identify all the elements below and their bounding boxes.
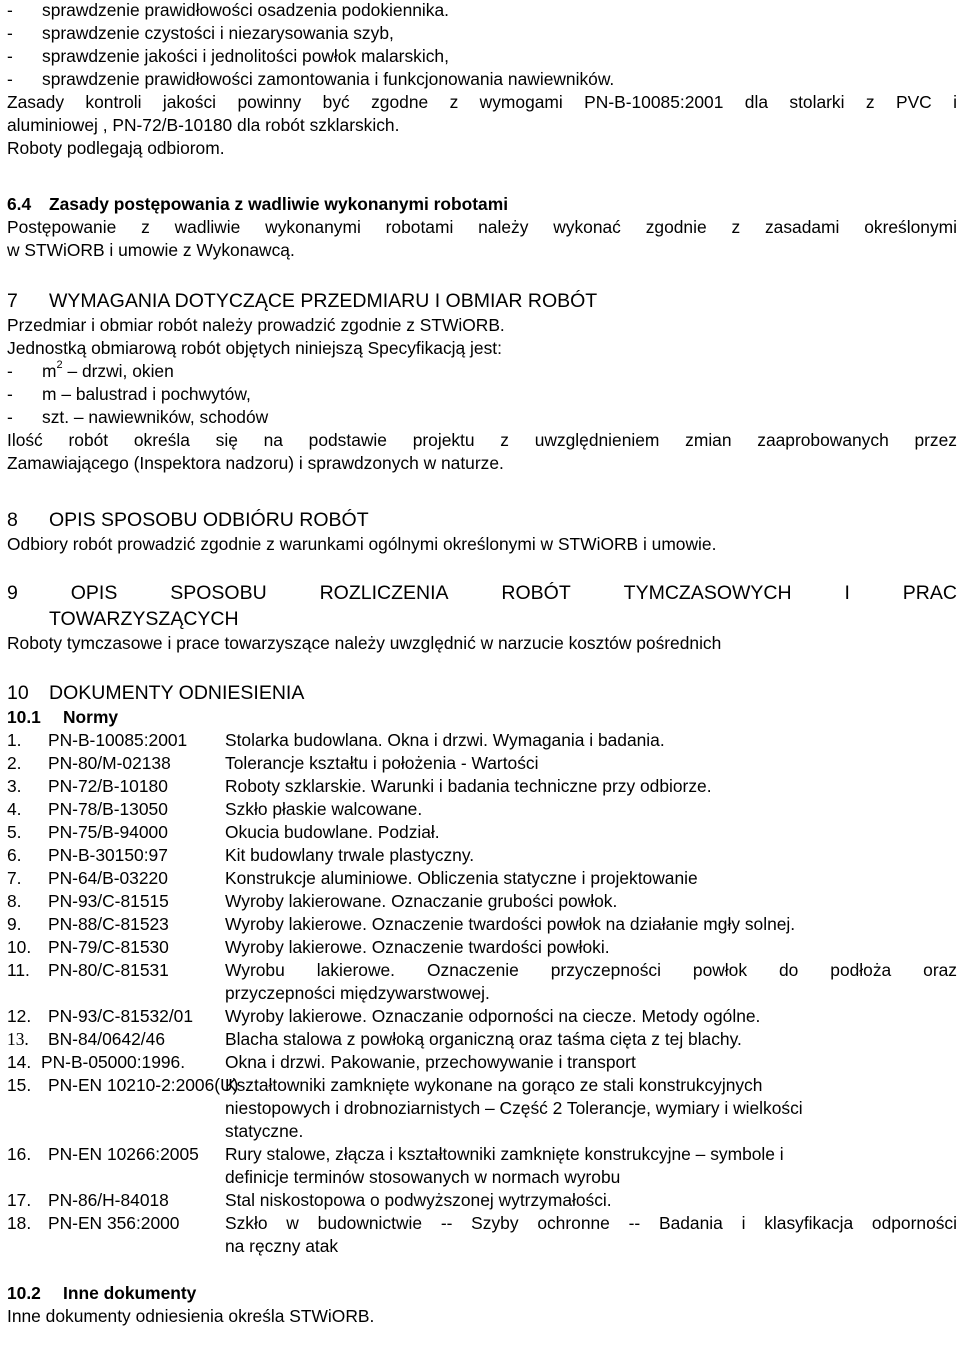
unit-item: - szt. – nawiewników, schodów bbox=[7, 407, 269, 427]
heading-line-2: TOWARZYSZĄCYCH bbox=[49, 608, 239, 630]
section-10 bbox=[7, 680, 957, 1328]
check-item: - sprawdzenie prawidłowości osadzenia podokiennika. bbox=[7, 0, 449, 20]
norm-item: 17. PN-86/H-84018 Stal niskostopowa o podwyższonej wytrzymałości. bbox=[7, 1190, 612, 1210]
check-item: - sprawdzenie czystości i niezarysowania szyb, bbox=[7, 23, 394, 43]
acceptance-text: Roboty podlegają odbiorom. bbox=[7, 138, 225, 158]
section-text-line: w STWiORB i umowie z Wykonawcą. bbox=[7, 240, 295, 260]
subsection-heading: 10.1 Normy bbox=[7, 707, 119, 727]
norm-item: 11. PN-80/C-81531 Wyrobu lakierowe. Oznaczenie przyczepności powłok do podłoża oraz przyczepności międzywarstwowej. bbox=[7, 960, 957, 1003]
norm-item: 12. PN-93/C-81532/01 Wyroby lakierowe. Oznaczanie odporności na ciecze. Metody ogólne. bbox=[7, 1006, 761, 1026]
norm-item: 13. BN-84/0642/46 Blacha stalowa z powłoką organiczną oraz taśma cięta z tej blachy. bbox=[7, 1029, 742, 1049]
heading-word: OPIS bbox=[70, 582, 118, 604]
section-text-line: Ilość robót określa się na podstawie projektu z uwzględnieniem zmian zaaprobowanych przez bbox=[7, 430, 957, 450]
heading-word: I bbox=[844, 582, 850, 604]
section-text-line: Postępowanie z wadliwie wykonanymi robotami należy wykonać zgodnie z zasadami określonymi bbox=[7, 217, 957, 237]
check-item: - sprawdzenie jakości i jednolitości powłok malarskich, bbox=[7, 46, 449, 66]
subsection-heading: 10.2 Inne dokumenty bbox=[7, 1283, 197, 1303]
heading-number: 9 bbox=[7, 582, 18, 604]
section-heading: 8 OPIS SPOSOBU ODBIÓRU ROBÓT bbox=[7, 509, 369, 531]
section-text: Inne dokumenty odniesienia określa STWiORB. bbox=[7, 1306, 375, 1326]
section-text: Roboty tymczasowe i prace towarzyszące należy uwzględnić w narzucie kosztów pośrednich bbox=[7, 633, 722, 653]
section-heading bbox=[7, 580, 957, 632]
heading-word: TYMCZASOWYCH bbox=[623, 582, 792, 604]
section-text: Jednostką obmiarową robót objętych niniejszą Specyfikacją jest: bbox=[7, 338, 502, 358]
norm-item: 2. PN-80/M-02138 Tolerancje kształtu i położenia - Wartości bbox=[7, 753, 539, 773]
norm-item: 15. PN-EN 10210-2:2006(U) Kształtowniki zamknięte wykonane na gorąco ze stali konstrukcyjnych niestopowych i drobnoziarnistych – Część 2 Tolerancje, wymiary i wielkości statyczne. bbox=[7, 1075, 803, 1141]
quality-paragraph-line: Zasady kontroli jakości powinny być zgodne z wymogami PN-B-10085:2001 dla stolarki z PVC i bbox=[7, 92, 957, 112]
norm-item: 1. PN-B-10085:2001 Stolarka budowlana. Okna i drzwi. Wymagania i badania. bbox=[7, 730, 665, 750]
section-9 bbox=[7, 580, 957, 655]
norm-item: 6. PN-B-30150:97 Kit budowlany trwale plastyczny. bbox=[7, 845, 475, 865]
quality-paragraph-line: aluminiowej , PN-72/B-10180 dla robót szklarskich. bbox=[7, 115, 400, 135]
section-text: Przedmiar i obmiar robót należy prowadzić zgodnie z STWiORB. bbox=[7, 315, 505, 335]
heading-word: SPOSOBU bbox=[170, 582, 267, 604]
heading-word: ROZLICZENIA bbox=[319, 582, 449, 604]
unit-item: - $m^2$ – drzwi, okien bbox=[7, 359, 174, 381]
section-heading: 6.4 Zasady postępowania z wadliwie wykonanymi robotami bbox=[7, 194, 509, 214]
norm-item: 14. PN-B-05000:1996. Okna i drzwi. Pakowanie, przechowywanie i transport bbox=[7, 1052, 636, 1072]
unit-item: - m – balustrad i pochwytów, bbox=[7, 384, 251, 404]
section-6-4 bbox=[7, 193, 957, 262]
norm-item: 4. PN-78/B-13050 Szkło płaskie walcowane. bbox=[7, 799, 423, 819]
section-heading: 10 DOKUMENTY ODNIESIENIA bbox=[7, 682, 305, 704]
norm-item: 10. PN-79/C-81530 Wyroby lakierowe. Oznaczenie twardości powłoki. bbox=[7, 937, 610, 957]
check-item: - sprawdzenie prawidłowości zamontowania i funkcjonowania nawiewników. bbox=[7, 69, 615, 89]
section-text: Odbiory robót prowadzić zgodnie z warunkami ogólnymi określonymi w STWiORB i umowie. bbox=[7, 534, 717, 554]
norm-item: 16. PN-EN 10266:2005 Rury stalowe, złącza i kształtowniki zamknięte konstrukcyjne – symbole i definicje terminów stosowanych w normach wyrobu bbox=[7, 1144, 784, 1187]
section-8 bbox=[7, 507, 957, 556]
heading-word: ROBÓT bbox=[501, 582, 571, 604]
heading-word: PRAC bbox=[902, 582, 957, 604]
section-heading: 7 WYMAGANIA DOTYCZĄCE PRZEDMIARU I OBMIAR ROBÓT bbox=[7, 290, 598, 312]
section-7 bbox=[7, 288, 957, 475]
norm-item: 18. PN-EN 356:2000 Szkło w budownictwie -- Szyby ochronne -- Badania i klasyfikacja odporności na ręczny atak bbox=[7, 1213, 957, 1256]
norm-item: 7. PN-64/B-03220 Konstrukcje aluminiowe. Obliczenia statyczne i projektowanie bbox=[7, 868, 698, 888]
section-text-line: Zamawiającego (Inspektora nadzoru) i sprawdzonych w naturze. bbox=[7, 453, 504, 473]
norm-item: 5. PN-75/B-94000 Okucia budowlane. Podział. bbox=[7, 822, 440, 842]
norm-item: 9. PN-88/C-81523 Wyroby lakierowe. Oznaczenie twardości powłok na działanie mgły solnej. bbox=[7, 914, 796, 934]
norm-item: 3. PN-72/B-10180 Roboty szklarskie. Warunki i badania techniczne przy odbiorze. bbox=[7, 776, 712, 796]
norm-item: 8. PN-93/C-81515 Wyroby lakierowane. Oznaczanie grubości powłok. bbox=[7, 891, 618, 911]
